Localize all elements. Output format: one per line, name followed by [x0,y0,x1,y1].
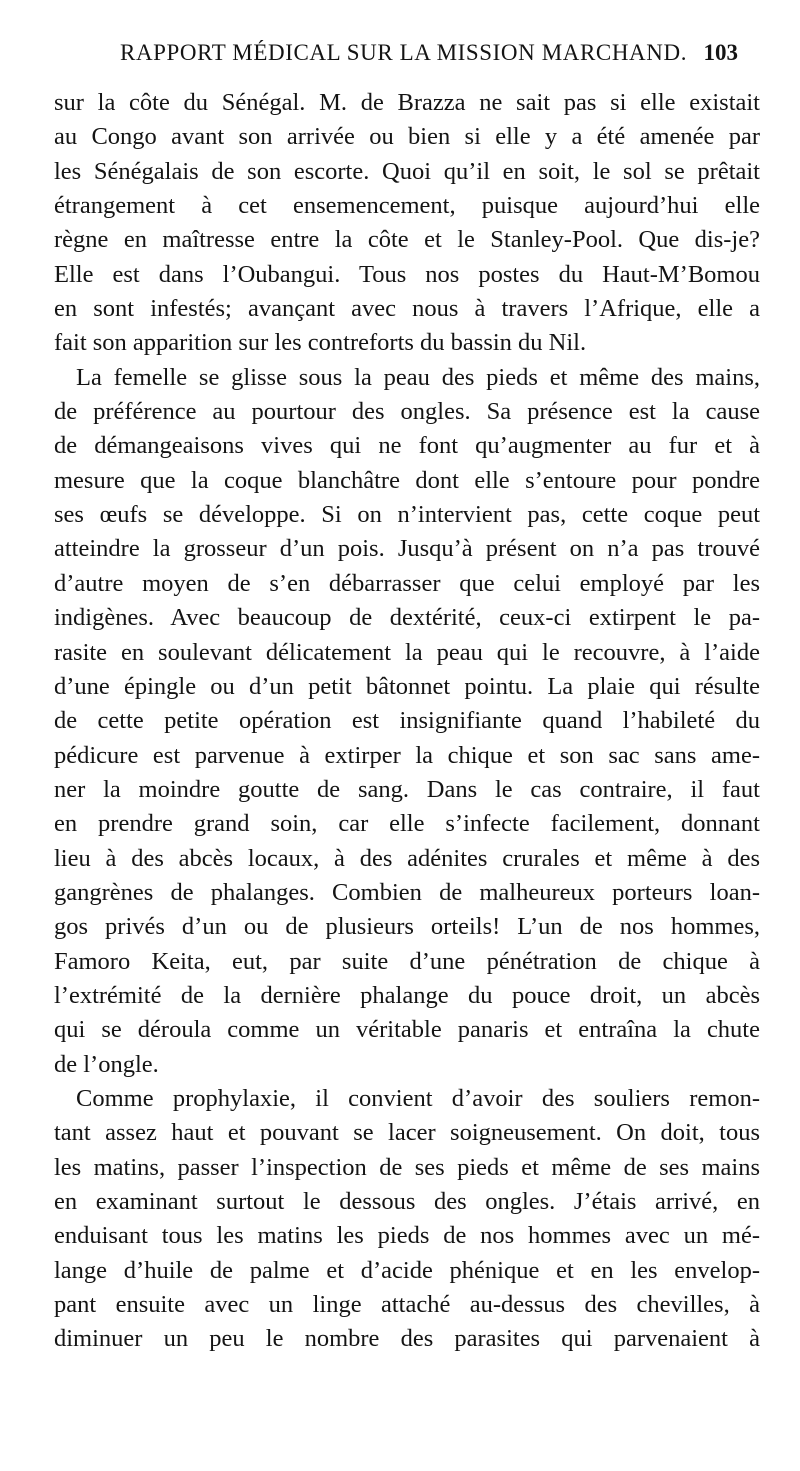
text-line: pant ensuite avec un linge attaché au-dessus des chevilles, à [54,1291,760,1319]
text-line: rasite en soulevant délicatement la peau qui le recouvre, à l’aide [54,638,760,666]
text-line: les matins, passer l’inspection de ses pieds et même de ses mains [54,1153,760,1181]
paragraph-start-line: La femelle se glisse sous la peau des pieds et même des mains, [76,363,760,391]
text-line: gangrènes de phalanges. Combien de malheureux porteurs loan- [54,878,760,906]
text-line: ner la moindre goutte de sang. Dans le cas contraire, il faut [54,775,760,803]
text-line: sur la côte du Sénégal. M. de Brazza ne sait pas si elle existait [54,89,760,116]
text-line: les Sénégalais de son escorte. Quoi qu’il en soit, le sol se prêtait [54,157,760,185]
text-line: ses œufs se développe. Si on n’intervient pas, cette coque peut [54,501,760,529]
text-line: qui se déroula comme un véritable panaris et entraîna la chute [54,1016,760,1044]
text-line: d’autre moyen de s’en débarrasser que celui employé par les [54,569,760,597]
text-line: diminuer un peu le nombre des parasites qui parvenaient à [54,1325,760,1353]
text-line: en examinant surtout le dessous des ongles. J’étais arrivé, en [54,1188,760,1215]
text-line: pédicure est parvenue à extirper la chique et son sac sans ame- [54,741,760,769]
text-line: de démangeaisons vives qui ne font qu’augmenter au fur et à [54,432,760,460]
text-line: gos privés d’un ou de plusieurs orteils! L’un de nos hommes, [54,913,760,941]
text-line: indigènes. Avec beaucoup de dextérité, ceux-ci extirpent le pa- [54,604,760,632]
text-line: lieu à des abcès locaux, à des adénites crurales et même à des [54,844,760,872]
text-line: l’extrémité de la dernière phalange du pouce droit, un abcès [54,981,760,1009]
text-line: lange d’huile de palme et d’acide phénique et en les envelop- [54,1256,760,1284]
text-line: règne en maîtresse entre la côte et le Stanley-Pool. Que dis-je? [54,226,760,254]
text-line: atteindre la grosseur d’un pois. Jusqu’à présent on n’a pas trouvé [54,535,760,563]
body-text [54,86,760,1357]
text-line: de préférence au pourtour des ongles. Sa présence est la cause [54,398,760,426]
paragraph-end-line: fait son apparition sur les contreforts du bassin du Nil. [54,329,587,357]
text-line: Famoro Keita, eut, par suite d’une pénétration de chique à [54,947,760,975]
text-line: de cette petite opération est insignifiante quand l’habileté du [54,707,760,735]
page-number: 103 [703,40,738,65]
text-line: tant assez haut et pouvant se lacer soigneusement. On doit, tous [54,1119,760,1147]
text-line: enduisant tous les matins les pieds de nos hommes avec un mé- [54,1222,760,1250]
running-title: RAPPORT MÉDICAL SUR LA MISSION MARCHAND. [120,40,688,65]
text-line: mesure que la coque blanchâtre dont elle s’entoure pour pondre [54,466,760,494]
text-line: étrangement à cet ensemencement, puisque aujourd’hui elle [54,192,760,220]
text-line: Elle est dans l’Oubangui. Tous nos postes du Haut-M’Bomou [54,260,760,288]
paragraph-start-line: Comme prophylaxie, il convient d’avoir des souliers remon- [76,1084,760,1112]
text-line: au Congo avant son arrivée ou bien si elle y a été amenée par [54,123,760,151]
running-head [56,40,746,74]
paragraph-end-line: de l’ongle. [54,1050,159,1078]
text-line: en sont infestés; avançant avec nous à travers l’Afrique, elle a [54,295,760,323]
text-line: en prendre grand soin, car elle s’infecte facilement, donnant [54,810,760,838]
text-line: d’une épingle ou d’un petit bâtonnet pointu. La plaie qui résulte [54,672,760,700]
